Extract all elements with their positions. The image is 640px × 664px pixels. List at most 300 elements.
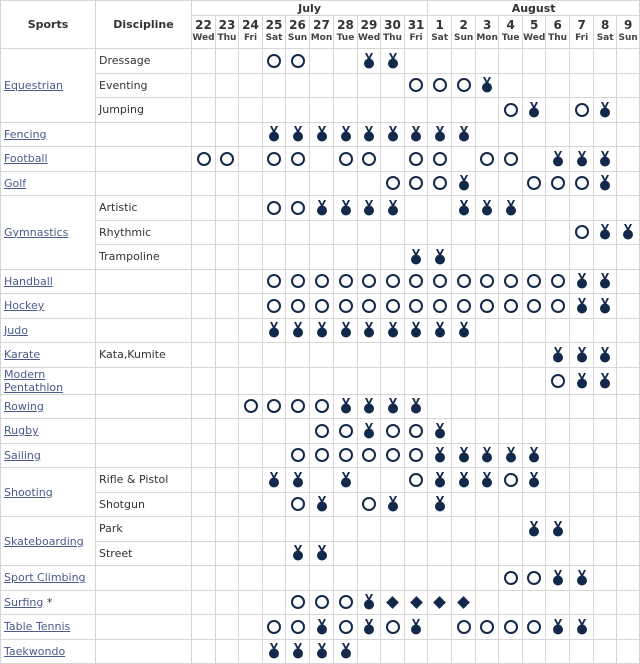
day-cell: [310, 541, 334, 566]
day-header: [405, 16, 428, 49]
month-header: July: [192, 1, 428, 16]
sport-link[interactable]: Skateboarding: [4, 534, 84, 548]
day-cell: [546, 492, 570, 517]
day-cell: [310, 196, 334, 221]
day-cell: [476, 73, 499, 98]
day-cell: [617, 394, 640, 419]
day-cell: [452, 468, 476, 493]
day-cell: [192, 122, 216, 147]
discipline-cell: Park: [96, 517, 192, 542]
day-cell: [334, 269, 358, 294]
medal-icon: [363, 53, 375, 69]
day-cell: [499, 220, 523, 245]
day-cell: [428, 49, 452, 74]
day-cell: [405, 220, 428, 245]
day-cell: [263, 269, 286, 294]
day-cell: [452, 294, 476, 319]
medal-icon: [552, 619, 564, 635]
medal-icon: [599, 102, 611, 118]
day-cell: [286, 541, 310, 566]
diamond-icon: [457, 596, 470, 609]
day-cell: [570, 73, 594, 98]
day-cell: [310, 367, 334, 394]
day-cell: [570, 147, 594, 172]
day-number: 27: [313, 18, 330, 32]
day-cell: [216, 367, 239, 394]
medal-icon: [340, 200, 352, 216]
day-cell: [428, 590, 452, 615]
discipline-cell: [96, 367, 192, 394]
day-cell: [570, 541, 594, 566]
day-cell: [570, 196, 594, 221]
day-cell: [310, 443, 334, 468]
day-cell: [263, 541, 286, 566]
medal-icon: [363, 619, 375, 635]
competition-circle-icon: [315, 399, 329, 413]
day-cell: [546, 122, 570, 147]
medal-icon: [576, 151, 588, 167]
medal-icon: [292, 322, 304, 338]
competition-circle-icon: [386, 176, 400, 190]
day-cell: [216, 615, 239, 640]
competition-circle-icon: [504, 299, 518, 313]
competition-circle-icon: [291, 54, 305, 68]
medal-icon: [387, 496, 399, 512]
day-cell: [310, 220, 334, 245]
day-cell: [334, 468, 358, 493]
day-cell: [428, 517, 452, 542]
day-cell: [499, 443, 523, 468]
medal-icon: [410, 322, 422, 338]
competition-circle-icon: [362, 274, 376, 288]
medal-icon: [410, 398, 422, 414]
competition-circle-icon: [551, 374, 565, 388]
day-cell: [523, 269, 546, 294]
competition-circle-icon: [575, 103, 589, 117]
day-cell: [310, 294, 334, 319]
day-header: [428, 16, 452, 49]
discipline-cell: [96, 122, 192, 147]
day-header: [523, 16, 546, 49]
medal-icon: [528, 447, 540, 463]
day-cell: [192, 318, 216, 343]
medal-icon: [363, 322, 375, 338]
sport-link[interactable]: Surfing: [4, 595, 44, 609]
day-cell: [405, 49, 428, 74]
sport-link[interactable]: Shooting: [4, 485, 53, 499]
day-cell: [499, 394, 523, 419]
weekday: Thu: [548, 33, 568, 43]
day-cell: [239, 147, 263, 172]
schedule-row: [1, 394, 640, 419]
sport-link[interactable]: Modern Pentathlon: [4, 367, 64, 394]
weekday: Tue: [336, 33, 355, 43]
medal-icon: [363, 398, 375, 414]
day-cell: [334, 245, 358, 270]
competition-circle-icon: [409, 299, 423, 313]
medal-icon: [458, 447, 470, 463]
sport-link[interactable]: Rugby: [4, 424, 39, 438]
sport-link[interactable]: Fencing: [4, 127, 47, 141]
day-cell: [286, 318, 310, 343]
day-cell: [216, 294, 239, 319]
day-cell: [358, 171, 381, 196]
medal-icon: [387, 322, 399, 338]
schedule-row: [1, 245, 640, 270]
day-cell: [546, 541, 570, 566]
day-cell: [381, 171, 405, 196]
day-cell: [239, 590, 263, 615]
day-cell: [381, 419, 405, 444]
sport-link[interactable]: Hockey: [4, 299, 45, 313]
day-cell: [381, 590, 405, 615]
day-cell: [381, 468, 405, 493]
day-cell: [263, 367, 286, 394]
day-cell: [405, 517, 428, 542]
day-cell: [216, 419, 239, 444]
day-number: 3: [482, 18, 492, 32]
day-cell: [216, 590, 239, 615]
competition-circle-icon: [433, 78, 447, 92]
day-cell: [476, 590, 499, 615]
day-cell: [499, 566, 523, 591]
competition-circle-icon: [339, 299, 353, 313]
day-cell: [546, 468, 570, 493]
day-cell: [334, 394, 358, 419]
day-cell: [546, 147, 570, 172]
day-cell: [192, 443, 216, 468]
day-cell: [546, 245, 570, 270]
day-cell: [216, 318, 239, 343]
day-cell: [546, 49, 570, 74]
day-cell: [216, 171, 239, 196]
day-cell: [286, 269, 310, 294]
day-cell: [452, 147, 476, 172]
medal-icon: [505, 200, 517, 216]
day-cell: [617, 147, 640, 172]
day-cell: [405, 590, 428, 615]
day-cell: [334, 615, 358, 640]
medal-icon: [434, 447, 446, 463]
day-cell: [452, 73, 476, 98]
competition-circle-icon: [267, 620, 281, 634]
competition-circle-icon: [267, 152, 281, 166]
day-cell: [358, 492, 381, 517]
day-cell: [405, 367, 428, 394]
medal-icon: [576, 347, 588, 363]
competition-circle-icon: [291, 274, 305, 288]
day-cell: [546, 171, 570, 196]
day-cell: [523, 394, 546, 419]
day-cell: [381, 443, 405, 468]
sport-link[interactable]: Karate: [4, 348, 41, 362]
day-cell: [428, 566, 452, 591]
competition-circle-icon: [244, 399, 258, 413]
day-cell: [428, 171, 452, 196]
competition-circle-icon: [291, 595, 305, 609]
day-cell: [263, 566, 286, 591]
day-cell: [570, 49, 594, 74]
day-cell: [476, 615, 499, 640]
day-header: [263, 16, 286, 49]
day-cell: [617, 443, 640, 468]
discipline-cell: Trampoline: [96, 245, 192, 270]
day-cell: [310, 171, 334, 196]
day-cell: [381, 269, 405, 294]
competition-circle-icon: [267, 201, 281, 215]
day-cell: [546, 98, 570, 123]
day-cell: [358, 269, 381, 294]
sport-cell: [1, 196, 96, 270]
medal-icon: [458, 472, 470, 488]
day-cell: [523, 171, 546, 196]
day-cell: [428, 615, 452, 640]
medal-icon: [387, 398, 399, 414]
day-cell: [239, 394, 263, 419]
day-cell: [216, 245, 239, 270]
competition-circle-icon: [315, 274, 329, 288]
discipline-cell: [96, 590, 192, 615]
sports-column-header: Sports: [1, 1, 96, 49]
medal-icon: [316, 643, 328, 659]
sport-link[interactable]: Rowing: [4, 399, 44, 413]
day-header: [452, 16, 476, 49]
sport-link[interactable]: Gymnastics: [4, 225, 69, 239]
competition-circle-icon: [291, 299, 305, 313]
day-cell: [310, 343, 334, 368]
day-cell: [334, 49, 358, 74]
day-cell: [570, 492, 594, 517]
day-cell: [381, 367, 405, 394]
day-cell: [263, 318, 286, 343]
day-cell: [594, 220, 617, 245]
day-cell: [239, 541, 263, 566]
day-cell: [546, 294, 570, 319]
day-cell: [405, 468, 428, 493]
day-cell: [381, 245, 405, 270]
sport-cell: [1, 122, 96, 147]
medal-icon: [505, 447, 517, 463]
day-cell: [452, 49, 476, 74]
day-header: [192, 16, 216, 49]
day-cell: [334, 343, 358, 368]
day-cell: [192, 468, 216, 493]
day-cell: [452, 394, 476, 419]
day-cell: [594, 566, 617, 591]
day-cell: [570, 517, 594, 542]
day-cell: [286, 147, 310, 172]
medal-icon: [599, 347, 611, 363]
day-cell: [263, 517, 286, 542]
day-cell: [216, 394, 239, 419]
day-cell: [381, 73, 405, 98]
day-cell: [334, 98, 358, 123]
medal-icon: [434, 472, 446, 488]
sport-link[interactable]: Football: [4, 152, 48, 166]
day-cell: [381, 318, 405, 343]
medal-icon: [458, 126, 470, 142]
day-cell: [405, 122, 428, 147]
day-cell: [358, 394, 381, 419]
day-header: [334, 16, 358, 49]
medal-icon: [340, 322, 352, 338]
day-cell: [405, 245, 428, 270]
day-cell: [310, 394, 334, 419]
day-cell: [263, 171, 286, 196]
competition-circle-icon: [339, 274, 353, 288]
competition-circle-icon: [527, 274, 541, 288]
day-cell: [216, 492, 239, 517]
sport-link[interactable]: Golf: [4, 176, 27, 190]
schedule-row: [1, 196, 640, 221]
day-cell: [239, 566, 263, 591]
schedule-row: [1, 443, 640, 468]
day-cell: [617, 566, 640, 591]
day-cell: [405, 98, 428, 123]
schedule-row: [1, 220, 640, 245]
day-cell: [192, 49, 216, 74]
medal-icon: [363, 200, 375, 216]
competition-circle-icon: [480, 274, 494, 288]
competition-circle-icon: [362, 448, 376, 462]
discipline-cell: Artistic: [96, 196, 192, 221]
day-cell: [428, 367, 452, 394]
sport-link[interactable]: Sport Climbing: [4, 571, 86, 585]
day-cell: [239, 318, 263, 343]
day-cell: [286, 98, 310, 123]
day-cell: [617, 318, 640, 343]
footnote-asterisk: *: [46, 595, 53, 609]
sport-link[interactable]: Taekwondo: [4, 644, 66, 658]
medal-icon: [410, 126, 422, 142]
competition-circle-icon: [362, 299, 376, 313]
day-cell: [334, 73, 358, 98]
day-cell: [334, 590, 358, 615]
day-cell: [310, 122, 334, 147]
medal-icon: [458, 200, 470, 216]
day-cell: [381, 541, 405, 566]
sport-link[interactable]: Sailing: [4, 448, 41, 462]
day-cell: [428, 220, 452, 245]
day-cell: [523, 122, 546, 147]
medal-icon: [576, 273, 588, 289]
day-header: [476, 16, 499, 49]
discipline-cell: [96, 171, 192, 196]
day-header: [358, 16, 381, 49]
competition-circle-icon: [457, 620, 471, 634]
day-cell: [239, 443, 263, 468]
day-cell: [286, 443, 310, 468]
day-cell: [546, 419, 570, 444]
day-number: 28: [337, 18, 354, 32]
schedule-row: [1, 269, 640, 294]
day-cell: [523, 343, 546, 368]
sport-link[interactable]: Judo: [4, 323, 28, 337]
competition-circle-icon: [362, 152, 376, 166]
day-cell: [334, 443, 358, 468]
schedule-row: [1, 318, 640, 343]
weekday: Sun: [287, 33, 308, 43]
day-number: 5: [529, 18, 539, 32]
discipline-cell: [96, 419, 192, 444]
sport-link[interactable]: Table Tennis: [4, 620, 71, 634]
day-cell: [428, 269, 452, 294]
day-cell: [192, 590, 216, 615]
day-cell: [405, 443, 428, 468]
day-cell: [239, 73, 263, 98]
day-cell: [358, 147, 381, 172]
day-header: [499, 16, 523, 49]
day-cell: [546, 639, 570, 664]
schedule-row: [1, 615, 640, 640]
medal-icon: [316, 545, 328, 561]
day-cell: [617, 468, 640, 493]
day-cell: [358, 517, 381, 542]
day-cell: [523, 318, 546, 343]
day-cell: [358, 73, 381, 98]
sport-link[interactable]: Handball: [4, 274, 53, 288]
competition-circle-icon: [504, 103, 518, 117]
schedule-row: [1, 122, 640, 147]
competition-circle-icon: [339, 620, 353, 634]
day-cell: [476, 541, 499, 566]
day-cell: [523, 294, 546, 319]
sport-cell: [1, 443, 96, 468]
schedule-row: [1, 171, 640, 196]
day-cell: [570, 394, 594, 419]
day-cell: [546, 73, 570, 98]
day-cell: [523, 196, 546, 221]
sport-cell: [1, 269, 96, 294]
medal-icon: [268, 126, 280, 142]
day-number: 26: [289, 18, 306, 32]
sport-cell: [1, 615, 96, 640]
sport-link[interactable]: Equestrian: [4, 78, 64, 92]
day-cell: [358, 196, 381, 221]
day-cell: [499, 367, 523, 394]
day-cell: [310, 49, 334, 74]
competition-circle-icon: [267, 274, 281, 288]
medal-icon: [316, 496, 328, 512]
day-cell: [263, 492, 286, 517]
day-cell: [216, 196, 239, 221]
day-cell: [286, 419, 310, 444]
competition-circle-icon: [575, 176, 589, 190]
day-cell: [499, 49, 523, 74]
medal-icon: [410, 249, 422, 265]
day-cell: [239, 122, 263, 147]
day-cell: [405, 639, 428, 664]
medal-icon: [552, 570, 564, 586]
day-cell: [523, 443, 546, 468]
day-cell: [405, 566, 428, 591]
competition-circle-icon: [480, 152, 494, 166]
weekday: Thu: [217, 33, 237, 43]
day-cell: [452, 98, 476, 123]
competition-circle-icon: [362, 497, 376, 511]
day-cell: [617, 269, 640, 294]
schedule-row: [1, 343, 640, 368]
day-cell: [546, 367, 570, 394]
day-cell: [263, 343, 286, 368]
day-cell: [239, 49, 263, 74]
schedule-row: [1, 468, 640, 493]
day-cell: [594, 443, 617, 468]
day-cell: [594, 367, 617, 394]
discipline-column-header: Discipline: [96, 1, 192, 49]
day-cell: [358, 615, 381, 640]
medal-icon: [599, 273, 611, 289]
